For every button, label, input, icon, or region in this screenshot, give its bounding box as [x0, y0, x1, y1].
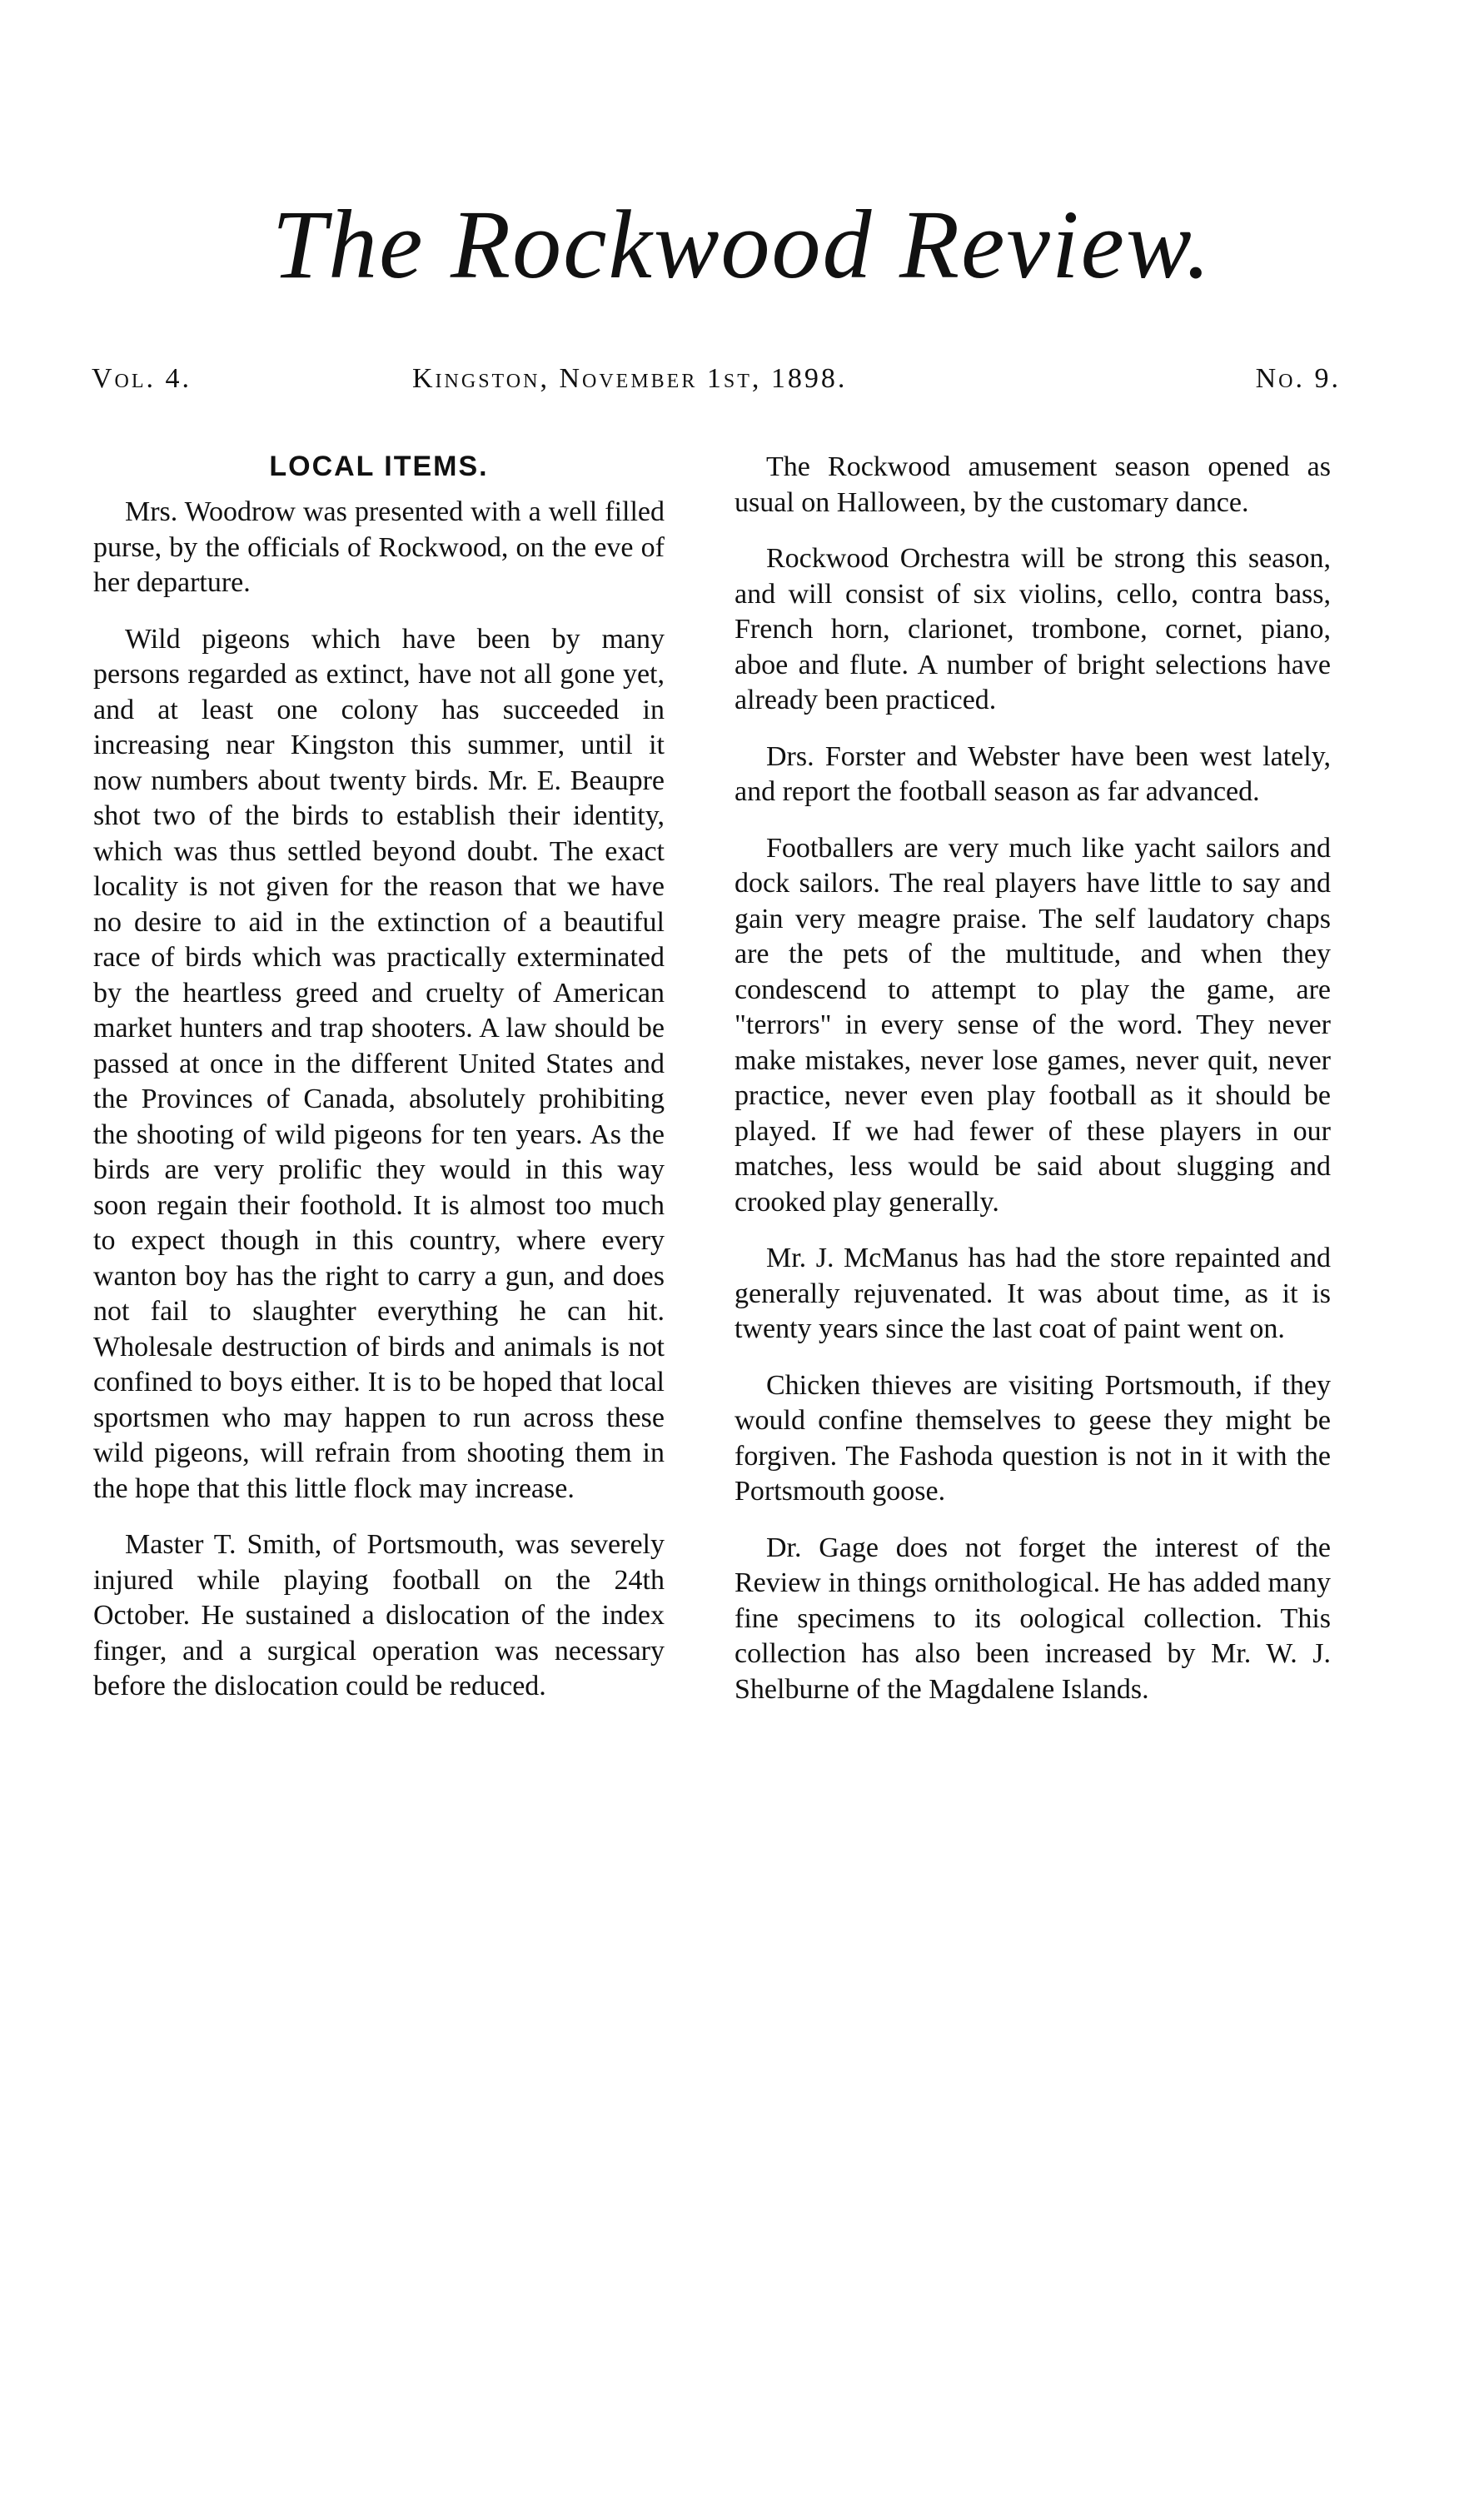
article-paragraph: Rockwood Orchestra will be strong this season, and will consist of six violins, cello, contra bass, French horn, clarionet, trombone, cornet, piano, aboe and flute. A number of bright selections have already been practiced. — [735, 543, 1331, 715]
article-paragraph: Mr. J. McManus has had the store repainted and generally rejuvenated. It was about time, as it is twenty years since the last coat of paint went on. — [735, 1243, 1331, 1344]
newspaper-masthead: The Rockwood Review. — [271, 190, 1213, 299]
volume-number: Vol. 4. — [92, 363, 192, 394]
left-column — [93, 450, 665, 1726]
article-paragraph: The Rockwood amusement season opened as usual on Halloween, by the customary dance. — [735, 451, 1331, 518]
article-paragraph: Chicken thieves are visiting Portsmouth, if they would confine themselves to geese they might be forgiven. The Fashoda question is not in it with the Portsmouth goose. — [735, 1369, 1331, 1507]
article-paragraph: Drs. Forster and Webster have been west lately, and report the football season as far advanced. — [735, 740, 1331, 807]
article-paragraph: Footballers are very much like yacht sailors and dock sailors. The real players have little to say and gain very meagre praise. The self laudatory chaps are the pets of the multitude, and when they condescend to attempt to play the game, are "terrors" in every sense of the word. They never make mistakes, never lose games, never quit, never practice, never even play football as it should be played. If we had fewer of these players in our matches, less would be said about slugging and crooked play generally. — [735, 832, 1331, 1218]
right-column — [735, 450, 1331, 1728]
issue-line — [92, 363, 1341, 413]
section-heading: LOCAL ITEMS. — [269, 451, 489, 482]
article-paragraph: Master T. Smith, of Portsmouth, was severely injured while playing football on the 24th October. He sustained a dislocation of the index finger, and a surgical operation was necessary before the dislocation could be reduced. — [93, 1529, 665, 1701]
article-paragraph: Dr. Gage does not forget the interest of the Review in things ornithological. He has added many fine specimens to its oological collection. This collection has also been increased by Mr. W. J. Shelburne of the Magdalene Islands. — [735, 1532, 1331, 1705]
article-paragraph: Mrs. Woodrow was presented with a well filled purse, by the officials of Rockwood, on the eve of her departure. — [93, 496, 665, 598]
issue-number: No. 9. — [1255, 363, 1341, 394]
issue-dateline: Kingston, November 1st, 1898. — [412, 363, 848, 394]
article-paragraph: Wild pigeons which have been by many persons regarded as extinct, have not all gone yet, and at least one colony has succeeded in increasing near Kingston this summer, until it now numbers about twenty birds. Mr. E. Beaupre shot two of the birds to establish their identity, which was thus settled beyond doubt. The exact locality is not given for the reason that we have no desire to aid in the extinction of a beautiful race of birds which was practically exterminated by the heartless greed and cruelty of American market hunters and trap shooters. A law should be passed at once in the different United States and the Provinces of Canada, absolutely prohibiting the shooting of wild pigeons for ten years. As the birds are very prolific they would in this way soon regain their foothold. It is almost too much to expect though in this country, where every wanton boy has the right to carry a gun, and does not fail to slaughter everything he can hit. Wholesale destruction of birds and animals is not confined to boys either. It is to be hoped that local sportsmen who may happen to run across these wild pigeons, will refrain from shooting them in the hope that this little flock may increase. — [93, 623, 665, 1504]
